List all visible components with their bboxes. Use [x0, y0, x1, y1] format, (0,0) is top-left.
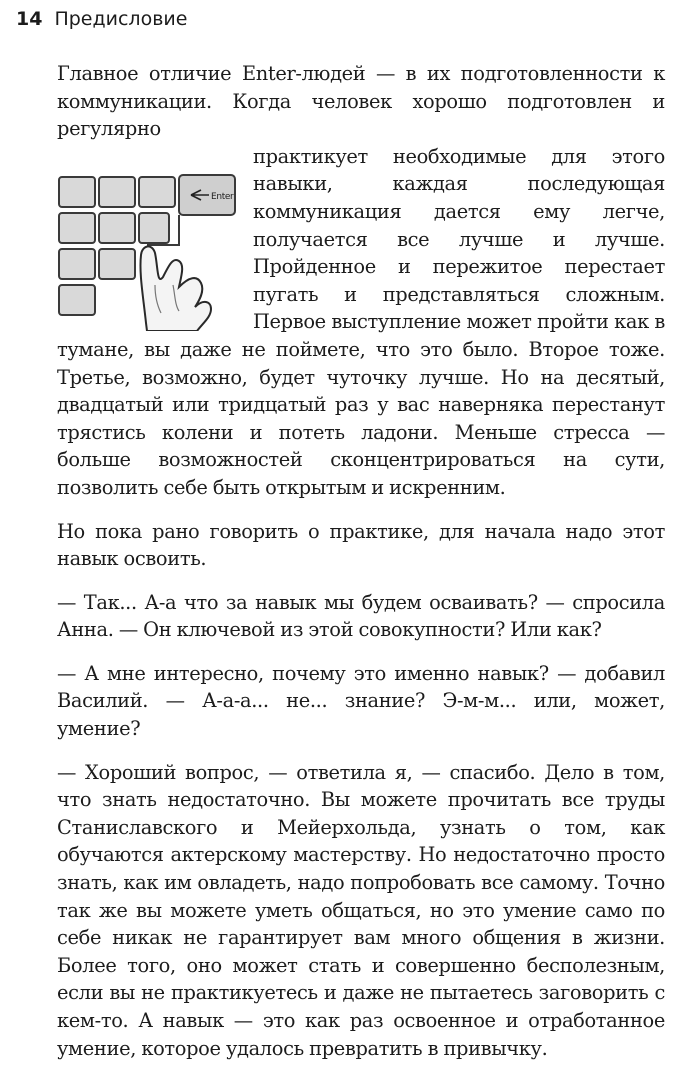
running-header [16, 8, 187, 30]
paragraph-4: — А мне интересно, почему это именно навык? — добавил Василий. — А-а-а... не... знание? Э-м-м... или, может, умение? [57, 661, 665, 741]
paragraph-3: — Так... А-а что за навык мы будем осваивать? — спросила Анна. — Он ключевой из этой совокупности? Или как? [57, 590, 665, 642]
keyboard-enter-key-hand-icon [51, 145, 249, 331]
paragraph-5: — Хороший вопрос, — ответила я, — спасибо. Дело в том, что знать недостаточно. Вы можете прочитать все труды Станиславского и Мейерхольда, узнать о том, как обучаются актерскому мастерству. Но недостаточно просто знать, как им овладеть, надо попробовать все самому. Точно так же вы можете уметь общаться, но это умение само по себе никак не гарантирует вам много общения в жизни. Более того, оно может стать и совершенно бесполезным, если вы не практикуетесь и даже не пытаетесь заговорить с кем-то. А навык — это как раз освоенное и отработанное умение, которое удалось превратить в привычку. [57, 760, 665, 1060]
page-body [57, 60, 665, 1078]
enter-key-label: Enter [211, 191, 234, 202]
paragraph-1 [57, 60, 665, 502]
paragraph-1-text: практикует необходимые для этого навыки, каждая последующая коммуникация дается ему легче, получается все лучше и лучше. Пройденное и пережитое перестает пугать и представляться сложным. Первое выступление может пройти как в тумане, вы даже не поймете, что это было. Второе тоже. Третье, возможно, будет чуточку лучше. Но на десятый, двадцатый или тридцатый раз у вас наверняка перестанут трястись колени и потеть ладони. Меньше стресса — больше возможностей сконцентрироваться на сути, позволить себе быть открытым и искренним. [57, 144, 665, 499]
paragraph-1-opening: Главное отличие Enter-людей — в их подготовленности к коммуникации. Когда человек хорошо подготовлен и регулярно [57, 62, 665, 141]
page-number: 14 [16, 8, 43, 30]
chapter-title: Предисловие [54, 8, 188, 30]
enter-key-illustration [51, 145, 249, 331]
paragraph-2: Но пока рано говорить о практике, для начала надо этот навык освоить. [57, 519, 665, 571]
